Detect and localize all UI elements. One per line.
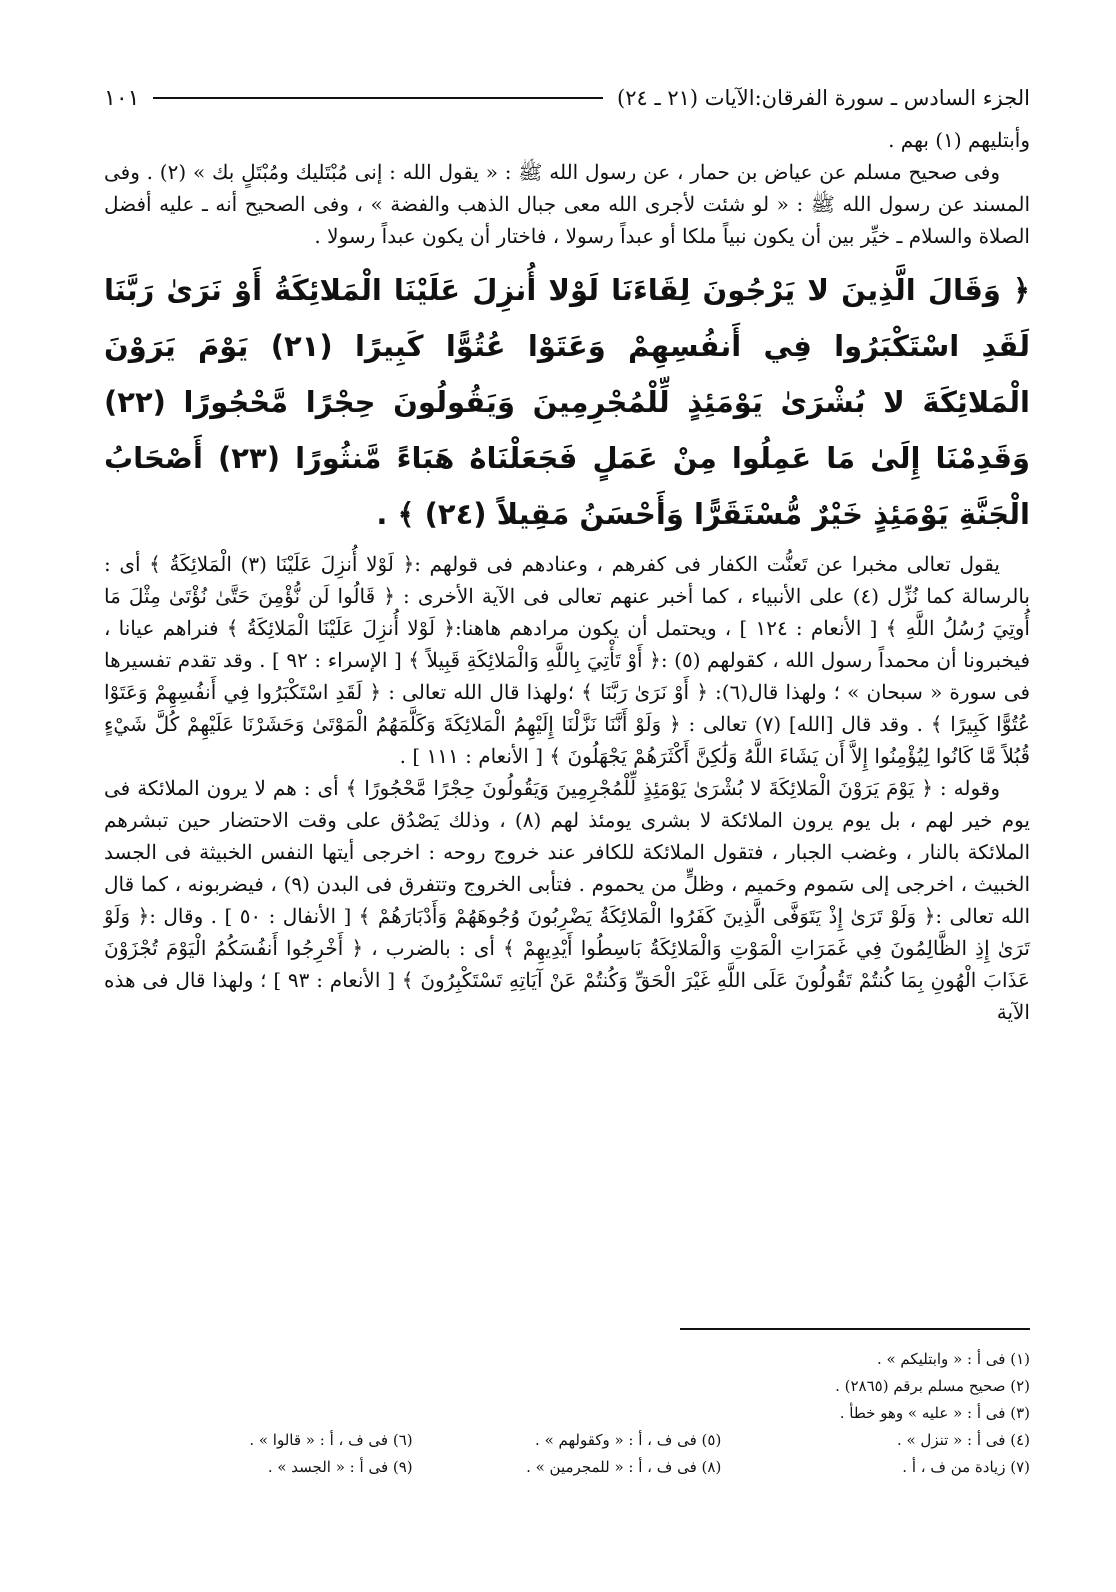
- footnote-5: (٥) فى ف ، أ : « وكقولهم » .: [535, 1431, 722, 1449]
- footnote-rule: [680, 1328, 1030, 1330]
- header-rule: [153, 97, 603, 99]
- footnote-2: (٢) صحيح مسلم برقم (٢٨٦٥) .: [835, 1377, 1030, 1395]
- footnotes: [104, 1346, 1030, 1481]
- footnote-8: (٨) فى ف ، أ : « للمجرمين » .: [526, 1458, 722, 1476]
- footnote-9: (٩) فى أ : « الجسد » .: [267, 1458, 413, 1476]
- paragraph-4: وقوله : ﴿ يَوْمَ يَرَوْنَ الْمَلائِكَةَ لا بُشْرَىٰ يَوْمَئِذٍ لِّلْمُجْرِمِينَ وَيَقُولُونَ حِجْرًا مَّحْجُورًا ﴾ أى : هم لا يرون الملائكة فى يوم خير لهم ، بل يوم يرون الملائكة لا بشرى يومئذ لهم (٨) ، وذلك يَصْدُق على وقت الاحتضار حين تبشرهم الملائكة بالنار ، وغضب الجبار ، فتقول الملائكة للكافر عند خروج روحه : اخرجى أيتها النفس الخبيثة فى الجسد الخبيث ، اخرجى إلى سَموم وحَميم ، وظلٍّ من يحموم . فتأبى الخروج وتتفرق فى البدن (٩) ، فيضربونه ، كما قال الله تعالى :﴿ وَلَوْ تَرَىٰ إِذْ يَتَوَفَّى الَّذِينَ كَفَرُوا الْمَلائِكَةُ يَضْرِبُونَ وُجُوهَهُمْ وَأَدْبَارَهُمْ ﴾ [ الأنفال : ٥٠ ] . وقال :﴿ وَلَوْ تَرَىٰ إِذِ الظَّالِمُونَ فِي غَمَرَاتِ الْمَوْتِ وَالْمَلائِكَةُ بَاسِطُوا أَيْدِيهِمْ ﴾ أى : بالضرب ، ﴿ أَخْرِجُوا أَنفُسَكُمُ الْيَوْمَ تُجْزَوْنَ عَذَابَ الْهُونِ بِمَا كُنتُمْ تَقُولُونَ عَلَى اللَّهِ غَيْرَ الْحَقِّ وَكُنتُمْ عَنْ آيَاتِهِ تَسْتَكْبِرُونَ ﴾ [ الأنعام : ٩٣ ] ؛ ولهذا قال فى هذه الآية: [104, 776, 1031, 1024]
- running-title: الجزء السادس ـ سورة الفرقان:الآيات (٢١ ـ ٢٤): [617, 86, 1030, 110]
- footnote-3: (٣) فى أ : « عليه » وهو خطأ .: [839, 1404, 1030, 1422]
- page-number: ١٠١: [104, 85, 140, 111]
- footnote-row-4-6: [104, 1427, 1030, 1454]
- quran-verse-block: ﴿ وَقَالَ الَّذِينَ لا يَرْجُونَ لِقَاءَنَا لَوْلا أُنزِلَ عَلَيْنَا الْمَلائِكَةُ أَوْ نَرَىٰ رَبَّنَا لَقَدِ اسْتَكْبَرُوا فِي أَنفُسِهِمْ وَعَتَوْا عُتُوًّا كَبِيرًا (٢١) يَوْمَ يَرَوْنَ الْمَلائِكَةَ لا بُشْرَىٰ يَوْمَئِذٍ لِّلْمُجْرِمِينَ وَيَقُولُونَ حِجْرًا مَّحْجُورًا (٢٢) وَقَدِمْنَا إِلَىٰ مَا عَمِلُوا مِنْ عَمَلٍ فَجَعَلْنَاهُ هَبَاءً مَّنثُورًا (٢٣) أَصْحَابُ الْجَنَّةِ يَوْمَئِذٍ خَيْرٌ مُّسْتَقَرًّا وَأَحْسَنُ مَقِيلاً (٢٤) ﴾ .: [104, 273, 1030, 531]
- footnote-4: (٤) فى أ : « تنزل » .: [896, 1431, 1030, 1449]
- paragraph-2: وفى صحيح مسلم عن عياض بن حمار ، عن رسول الله ﷺ : « يقول الله : إنى مُبْتَليك ومُبْتَلٍ بك » (٢) . وفى المسند عن رسول الله ﷺ : « لو شئت لأجرى الله معى جبال الذهب والفضة » ، وفى الصحيح أنه ـ عليه أفضل الصلاة والسلام ـ خيِّر بين أن يكون نبياً ملكا أو عبداً رسولا ، فاختار أن يكون عبداً رسولا .: [104, 160, 1030, 248]
- footnote-6: (٦) فى ف ، أ : « قالوا » .: [249, 1431, 413, 1449]
- footnote-1: (١) فى أ : « وابتليكم » .: [876, 1350, 1030, 1368]
- footnote-7: (٧) زيادة من ف ، أ .: [902, 1458, 1030, 1476]
- main-text: [104, 124, 1030, 1028]
- page-header: [104, 80, 1030, 116]
- paragraph-1: وأبتليهم (١) بهم .: [888, 128, 1030, 152]
- paragraph-3: يقول تعالى مخبرا عن تَعنُّت الكفار فى كفرهم ، وعنادهم فى قولهم :﴿ لَوْلا أُنزِلَ عَلَيْنَا (٣) الْمَلائِكَةُ ﴾ أى : بالرسالة كما نُزِّل (٤) على الأنبياء ، كما أخبر عنهم تعالى فى الآية الأخرى : ﴿ قَالُوا لَن نُّؤْمِنَ حَتَّىٰ نُؤْتَىٰ مِثْلَ مَا أُوتِيَ رُسُلُ اللَّهِ ﴾ [ الأنعام : ١٢٤ ] ، ويحتمل أن يكون مرادهم هاهنا:﴿ لَوْلا أُنزِلَ عَلَيْنَا الْمَلائِكَةُ ﴾ فنراهم عيانا ، فيخبرونا أن محمداً رسول الله ، كقولهم (٥) :﴿ أَوْ تَأْتِيَ بِاللَّهِ وَالْمَلائِكَةِ قَبِيلاً ﴾ [ الإسراء : ٩٢ ] . وقد تقدم تفسيرها فى سورة « سبحان » ؛ ولهذا قال(٦): ﴿ أَوْ نَرَىٰ رَبَّنَا ﴾ ؛ولهذا قال الله تعالى : ﴿ لَقَدِ اسْتَكْبَرُوا فِي أَنفُسِهِمْ وَعَتَوْا عُتُوًّا كَبِيرًا ﴾ . وقد قال [الله] (٧) تعالى : ﴿ وَلَوْ أَنَّنَا نَزَّلْنَا إِلَيْهِمُ الْمَلائِكَةَ وَكَلَّمَهُمُ الْمَوْتَىٰ وَحَشَرْنَا عَلَيْهِمْ كُلَّ شَيْءٍ قُبُلاً مَّا كَانُوا لِيُؤْمِنُوا إِلاَّ أَن يَشَاءَ اللَّهُ وَلَٰكِنَّ أَكْثَرَهُمْ يَجْهَلُونَ ﴾ [ الأنعام : ١١١ ] .: [104, 552, 1031, 768]
- footnote-row-7-9: [104, 1454, 1030, 1481]
